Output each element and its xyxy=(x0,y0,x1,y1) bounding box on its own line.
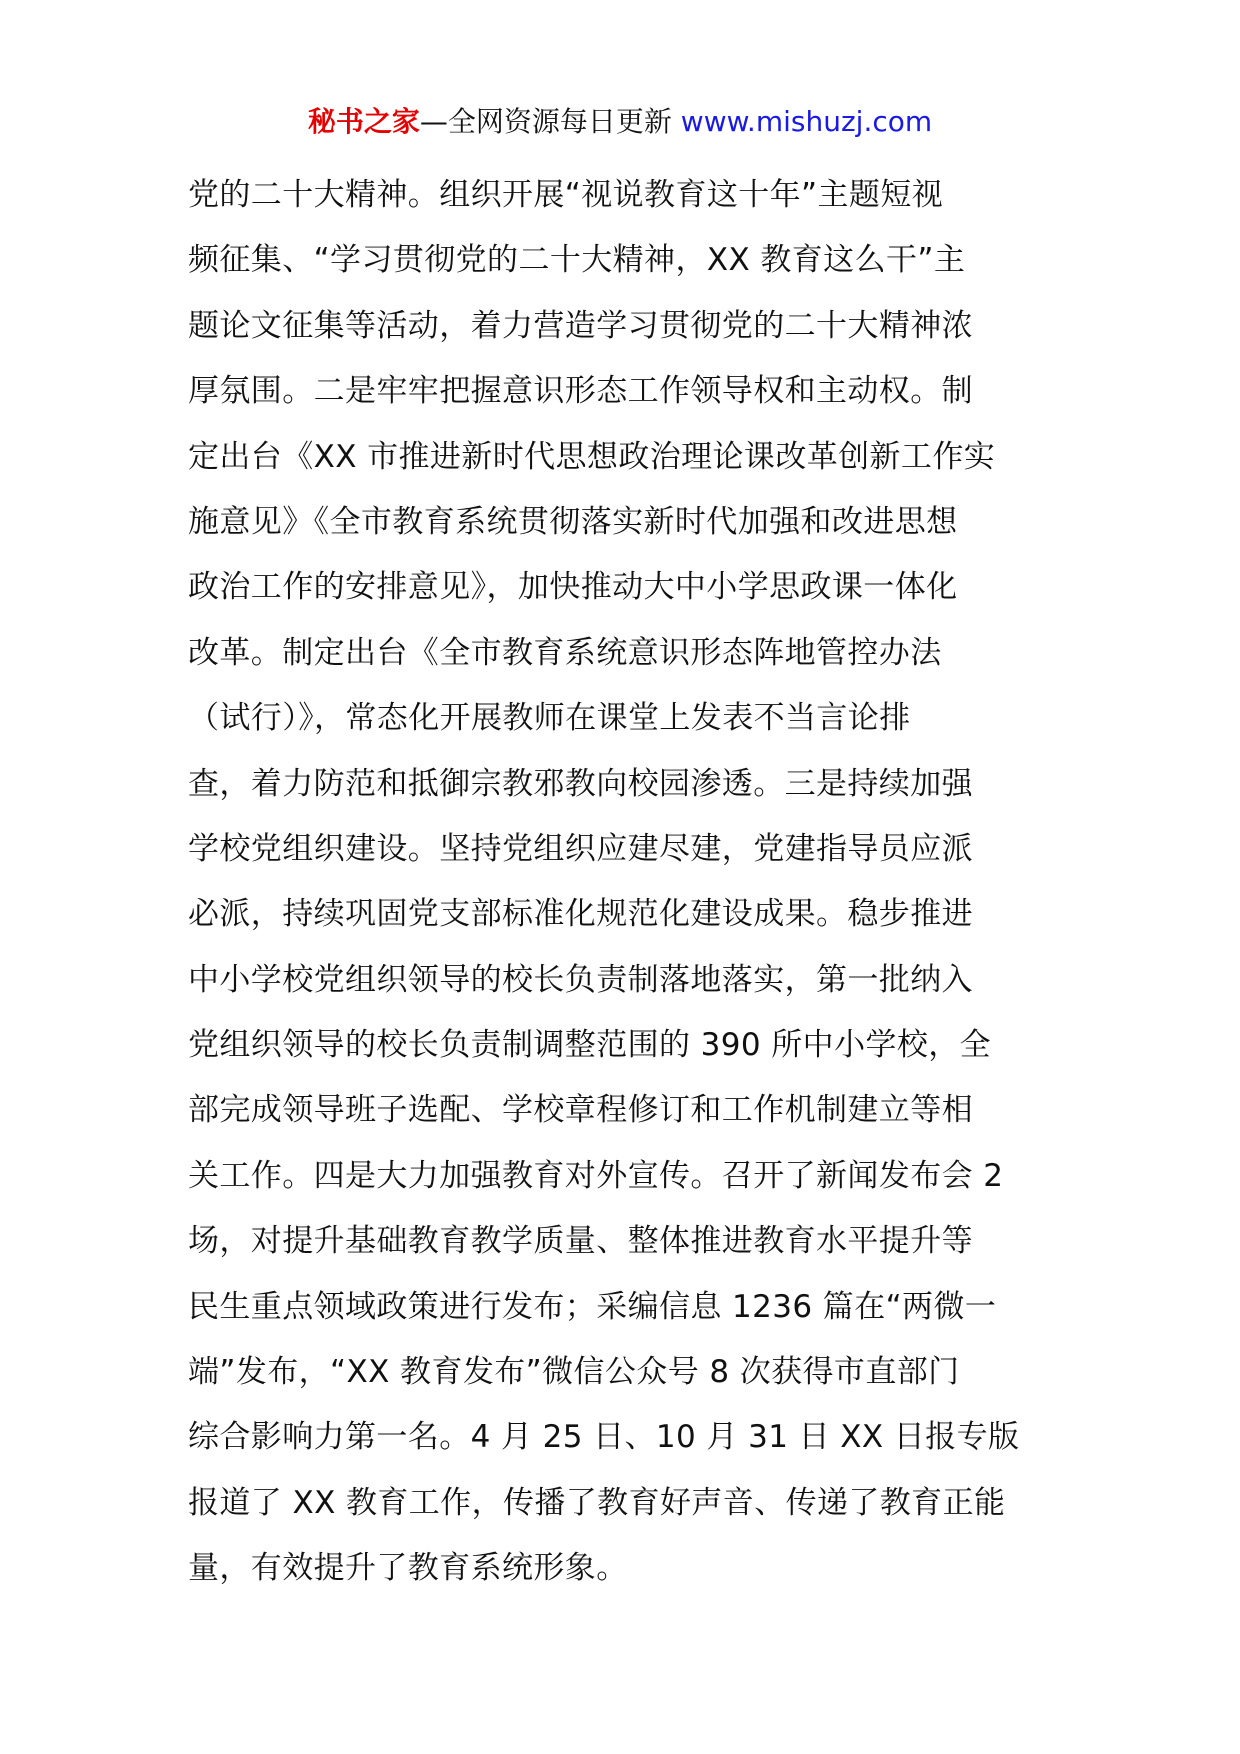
text-line: 政治工作的安排意见》，加快推动大中小学思政课一体化 xyxy=(188,569,958,606)
text-line: 党的二十大精神。组织开展“视说教育这十年”主题短视 xyxy=(188,177,944,213)
page-header xyxy=(0,102,1240,142)
text-line: 量，有效提升了教育系统形象。 xyxy=(188,1550,628,1587)
text-line: 施意见》《全市教育系统贯彻落实新时代加强和改进思想 xyxy=(188,503,958,540)
text-line: 定出台《XX 市推进新时代思想政治理论课改革创新工作实 xyxy=(188,438,996,475)
text-line: 改革。制定出台《全市教育系统意识形态阵地管控办法 xyxy=(188,634,942,671)
website-link[interactable]: www.mishuzj.com xyxy=(680,105,933,138)
text-line: 场，对提升基础教育教学质量、整体推进教育水平提升等 xyxy=(188,1223,973,1260)
text-line: 中小学校党组织领导的校长负责制落地落实，第一批纳入 xyxy=(188,961,973,998)
text-line: 综合影响力第一名。4 月 25 日、10 月 31 日 XX 日报专版 xyxy=(188,1419,1020,1456)
text-line: 学校党组织建设。坚持党组织应建尽建，党建指导员应派 xyxy=(188,830,973,867)
text-line: 题论文征集等活动，着力营造学习贯彻党的二十大精神浓 xyxy=(188,307,973,344)
document-body xyxy=(188,163,1058,1602)
text-line: 频征集、“学习贯彻党的二十大精神，XX 教育这么干”主 xyxy=(188,242,966,279)
text-line: 查，着力防范和抵御宗教邪教向校园渗透。三是持续加强 xyxy=(188,765,973,802)
brand-name: 秘书之家 xyxy=(307,105,420,138)
text-line: 部完成领导班子选配、学校章程修订和工作机制建立等相 xyxy=(188,1092,973,1129)
text-line: 端”发布，“XX 教育发布”微信公众号 8 次获得市直部门 xyxy=(188,1354,960,1391)
text-line: 必派，持续巩固党支部标准化规范化建设成果。稳步推进 xyxy=(188,896,973,933)
text-line: 党组织领导的校长负责制调整范围的 390 所中小学校，全 xyxy=(188,1027,992,1064)
header-tagline: —全网资源每日更新 xyxy=(419,105,672,138)
text-line: 关工作。四是大力加强教育对外宣传。召开了新闻发布会 2 xyxy=(188,1157,1004,1194)
text-line: 报道了 XX 教育工作，传播了教育好声音、传递了教育正能 xyxy=(188,1484,1006,1521)
text-line: 厚氛围。二是牢牢把握意识形态工作领导权和主动权。制 xyxy=(188,373,973,410)
text-line: 民生重点领域政策进行发布；采编信息 1236 篇在“两微一 xyxy=(188,1288,997,1325)
text-line: （试行）》，常态化开展教师在课堂上发表不当言论排 xyxy=(188,700,911,737)
